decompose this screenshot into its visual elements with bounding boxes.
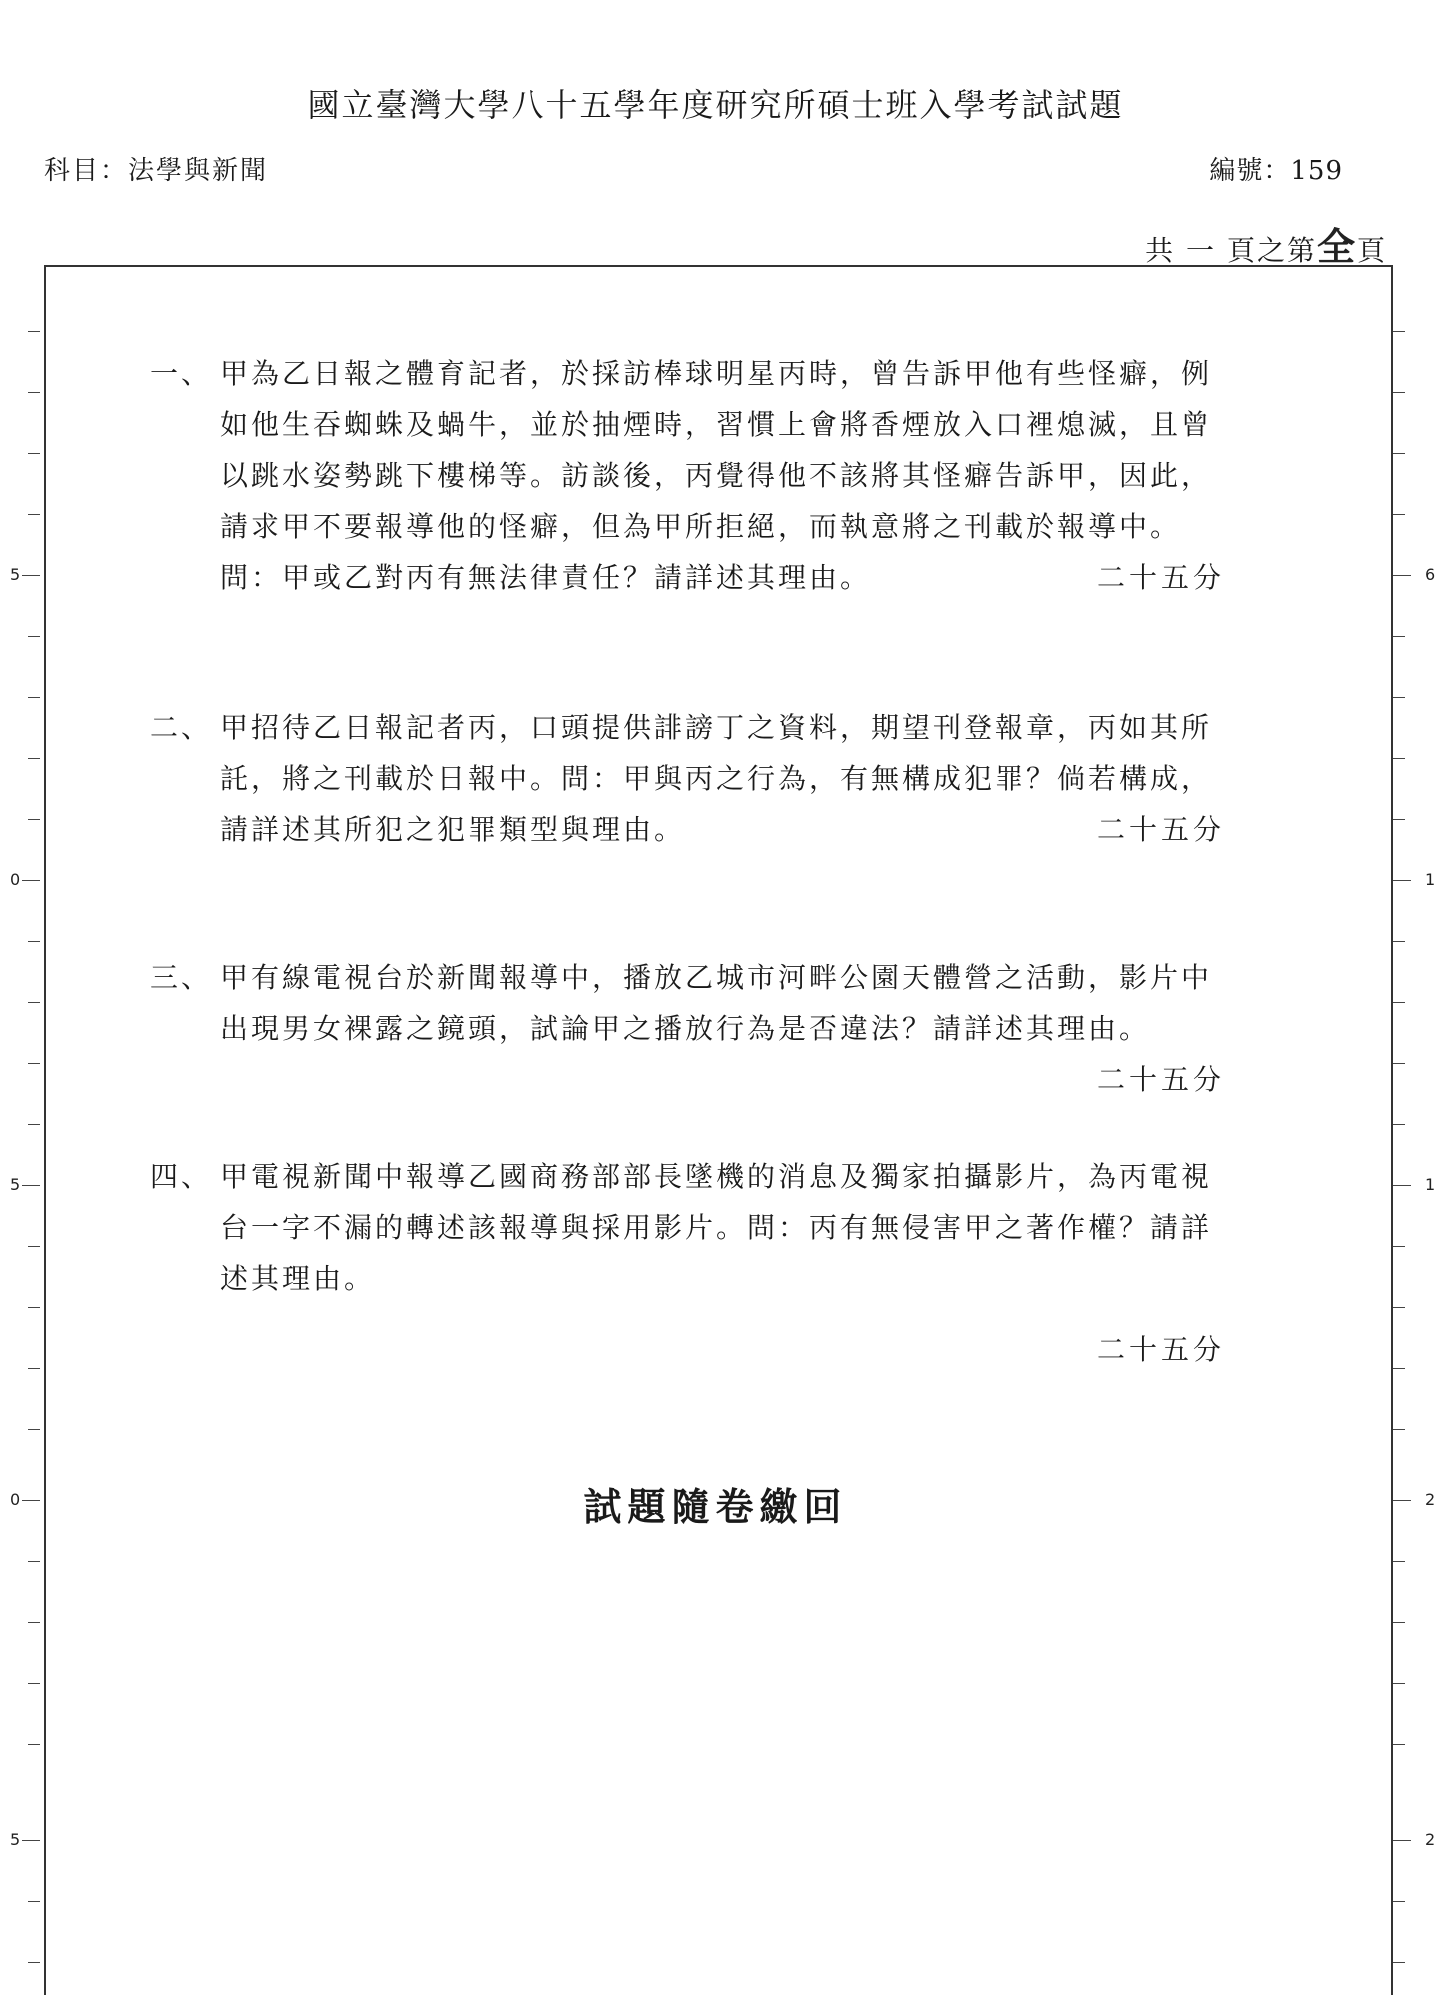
question-text: 甲有線電視台於新聞報導中，播放乙城市河畔公園天體營之活動，影片中出現男女裸露之鏡頭，試論甲之播放行為是否違法？請詳述其理由。 (220, 961, 1213, 1045)
question-4 (150, 1151, 1225, 1375)
left-margin-ruler (0, 265, 40, 1986)
ruler-label: 0 (10, 870, 21, 889)
subject-label: 科目：法學與新聞 (44, 156, 269, 186)
question-score: 二十五分 (1096, 1063, 1225, 1096)
question-score: 二十五分 (1096, 813, 1225, 846)
ruler-label: 5 (10, 1175, 21, 1194)
question-2 (150, 702, 1225, 855)
page-count-handwritten: 全 (1316, 225, 1357, 269)
ruler-label: 0 (10, 1490, 21, 1509)
exam-code: 編號：159 (1209, 156, 1343, 186)
ruler-label: 1 (1425, 1175, 1435, 1194)
question-score: 二十五分 (1096, 1333, 1225, 1366)
right-margin-ruler (1393, 265, 1433, 1986)
page-count-prefix: 共 一 頁之第 (1145, 234, 1317, 267)
question-number: 四、 (150, 1160, 213, 1193)
ruler-label: 5 (10, 565, 21, 584)
question-text: 甲電視新聞中報導乙國商務部部長墜機的消息及獨家拍攝影片，為丙電視台一字不漏的轉述該報導與採用影片。問：丙有無侵害甲之著作權？請詳述其理由。 (220, 1160, 1213, 1295)
question-text: 甲為乙日報之體育記者，於採訪棒球明星丙時，曾告訴甲他有些怪癖，例如他生吞蜘蛛及蝸牛，並於抽煙時，習慣上會將香煙放入口裡熄滅，且曾以跳水姿勢跳下樓梯等。訪談後，丙覺得他不該將其怪癖告訴甲，因此，請求甲不要報導他的怪癖，但為甲所拒絕，而執意將之刊載於報導中。問：甲或乙對丙有無法律責任？請詳述其理由。 (220, 357, 1213, 594)
question-text: 甲招待乙日報記者丙，口頭提供誹謗丁之資料，期望刊登報章，丙如其所託，將之刊載於日報中。問：甲與丙之行為，有無構成犯罪？倘若構成，請詳述其所犯之犯罪類型與理由。 (220, 711, 1213, 846)
page-count (1145, 216, 1387, 271)
question-1 (150, 348, 1225, 603)
question-number: 二、 (150, 711, 213, 744)
ruler-label: 6 (1425, 565, 1435, 584)
ruler-label: 2 (1425, 1490, 1435, 1509)
question-number: 三、 (150, 961, 213, 994)
exam-title: 國立臺灣大學八十五學年度研究所碩士班入學考試試題 (307, 86, 1124, 124)
page-count-suffix: 頁 (1356, 234, 1387, 267)
question-number: 一、 (150, 357, 213, 390)
ruler-label: 5 (10, 1830, 21, 1849)
ruler-label: 2 (1425, 1830, 1435, 1849)
return-exam-stamp: 試題隨卷繳回 (583, 1484, 848, 1529)
question-3 (150, 952, 1225, 1105)
question-score: 二十五分 (1096, 561, 1225, 594)
ruler-label: 1 (1425, 870, 1435, 889)
